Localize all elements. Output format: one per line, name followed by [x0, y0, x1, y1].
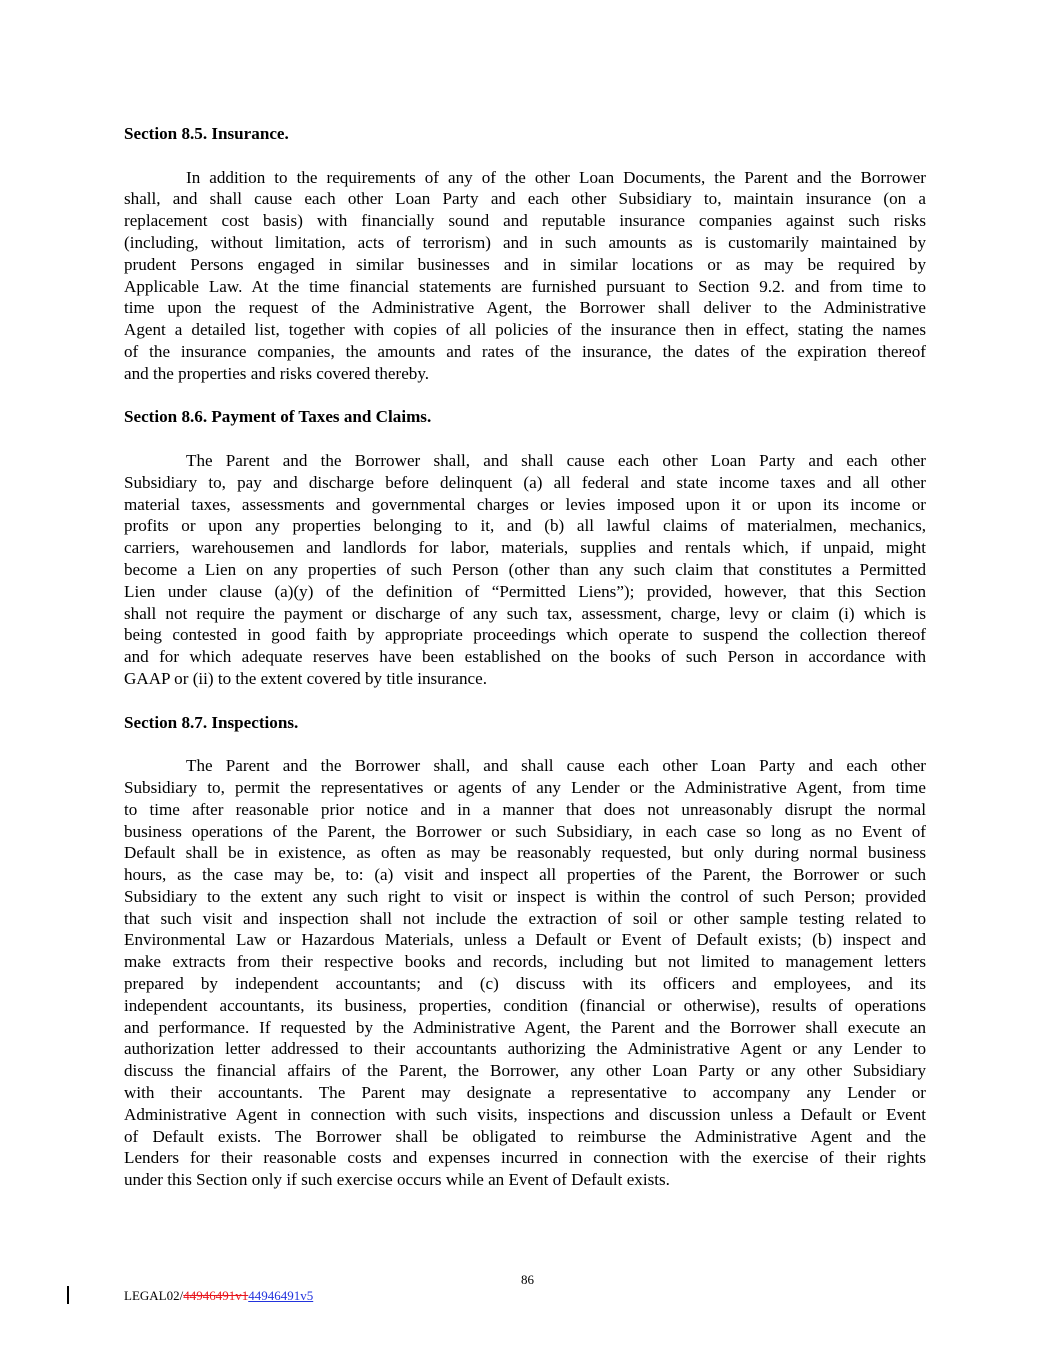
paragraph-line: carriers, warehousemen and landlords for labor, materials, supplies and rentals which, if unpaid, might [124, 538, 926, 558]
section-paragraph [124, 167, 926, 385]
paragraph-line: of the insurance companies, the amounts and rates of the insurance, the dates of the expiration thereof [124, 341, 926, 361]
paragraph-line: authorization letter addressed to their accountants authorizing the Administrative Agent or any Lender to [124, 1039, 926, 1059]
paragraph-line: and the properties and risks covered thereby. [124, 363, 430, 383]
change-bar [67, 1286, 69, 1304]
page-number: 86 [521, 1272, 534, 1287]
paragraph-line: shall not require the payment or discharge of any such tax, assessment, charge, levy or claim (i) which is [124, 603, 926, 623]
paragraph-line: hours, as the case may be, to: (a) visit and inspect all properties of the Parent, the Borrower or such [124, 865, 926, 885]
paragraph-line: independent accountants, its business, properties, condition (financial or otherwise), results of operations [124, 995, 926, 1015]
paragraph-line: and performance. If requested by the Administrative Agent, the Parent and the Borrower shall execute an [124, 1017, 926, 1037]
footer-prefix: LEGAL02/ [124, 1288, 184, 1303]
paragraph-line: to time after reasonable prior notice and in a manner that does not unreasonably disrupt the normal [124, 799, 926, 819]
section-paragraph [124, 755, 926, 1191]
section-heading: Section 8.5. Insurance. [124, 124, 289, 143]
section-heading: Section 8.6. Payment of Taxes and Claims. [124, 407, 432, 427]
paragraph-line: shall, and shall cause each other Loan Party and each other Subsidiary to, maintain insurance (on a [124, 189, 926, 209]
paragraph-line: Subsidiary to the extent any such right to visit or inspect is within the control of such Person; provided [124, 886, 926, 906]
paragraph-line: Agent a detailed list, together with copies of all policies of the insurance then in effect, stating the names [124, 320, 926, 340]
paragraph-line: and for which adequate reserves have been established on the books of such Person in accordance with [124, 647, 926, 667]
paragraph-line: business operations of the Parent, the Borrower or such Subsidiary, in each case so long as no Event of [124, 821, 926, 841]
paragraph-line: profits or upon any properties belonging to it, and (b) all lawful claims of materialmen, mechanics, [124, 516, 926, 536]
paragraph-line: prepared by independent accountants; and (c) discuss with its officers and employees, and its [124, 974, 926, 994]
paragraph-line: make extracts from their respective books and records, including but not limited to management letters [124, 952, 926, 972]
paragraph-line: discuss the financial affairs of the Parent, the Borrower, any other Loan Party or any other Subsidiary [124, 1061, 926, 1081]
paragraph-line: Lien under clause (a)(y) of the definition of “Permitted Liens”); provided, however, that this Section [124, 581, 926, 601]
document-footer [124, 1288, 313, 1304]
paragraph-line: being contested in good faith by appropriate proceedings which operate to suspend the collection thereof [124, 625, 926, 645]
paragraph-line: Applicable Law. At the time financial statements are furnished pursuant to Section 9.2. and from time to [124, 276, 926, 296]
paragraph-line: become a Lien on any properties of such Person (other than any such claim that constitutes a Permitted [124, 559, 926, 579]
sections-container [124, 123, 926, 1191]
paragraph-line: Subsidiary to, pay and discharge before delinquent (a) all federal and state income taxes and all other [124, 472, 926, 492]
paragraph-line: time upon the request of the Administrative Agent, the Borrower shall deliver to the Administrative [124, 298, 926, 318]
paragraph-line: The Parent and the Borrower shall, and shall cause each other Loan Party and each other [186, 756, 926, 776]
paragraph-line: material taxes, assessments and governmental charges or levies imposed upon it or upon its income or [124, 494, 926, 514]
paragraph-line: Subsidiary to, permit the representatives or agents of any Lender or the Administrative Agent, from time [124, 777, 926, 797]
paragraph-line: of Default exists. The Borrower shall be obligated to reimburse the Administrative Agent and the [124, 1126, 926, 1146]
paragraph-line: In addition to the requirements of any of the other Loan Documents, the Parent and the Borrower [186, 167, 926, 187]
paragraph-line: Administrative Agent in connection with such visits, inspections and discussion unless a Default or Event [124, 1104, 926, 1124]
paragraph-line: Environmental Law or Hazardous Materials, unless a Default or Event of Default exists; (b) inspect and [124, 930, 926, 950]
footer-deleted-docid: 44946491v1 [183, 1288, 249, 1303]
paragraph-line: The Parent and the Borrower shall, and shall cause each other Loan Party and each other [186, 450, 926, 470]
paragraph-line: that such visit and inspection shall not include the extraction of soil or other sample testing related to [124, 908, 926, 928]
paragraph-line: (including, without limitation, acts of terrorism) and in such amounts as is customarily maintained by [124, 232, 926, 252]
section-heading: Section 8.7. Inspections. [124, 712, 299, 732]
document-body [124, 123, 926, 1213]
paragraph-line: Lenders for their reasonable costs and expenses incurred in connection with the exercise of their rights [124, 1148, 926, 1168]
paragraph-line: replacement cost basis) with financially sound and reputable insurance companies against such risks [124, 211, 926, 231]
paragraph-line: Default shall be in existence, as often as may be reasonably requested, but only during normal business [124, 843, 926, 863]
section-paragraph [124, 450, 926, 690]
paragraph-line: with their accountants. The Parent may designate a representative to accompany any Lender or [124, 1083, 926, 1103]
footer-inserted-docid: 44946491v5 [248, 1288, 314, 1303]
paragraph-line: GAAP or (ii) to the extent covered by title insurance. [124, 668, 487, 688]
paragraph-line: prudent Persons engaged in similar businesses and in similar locations or as may be required by [124, 254, 926, 274]
paragraph-line: under this Section only if such exercise occurs while an Event of Default exists. [124, 1170, 670, 1190]
